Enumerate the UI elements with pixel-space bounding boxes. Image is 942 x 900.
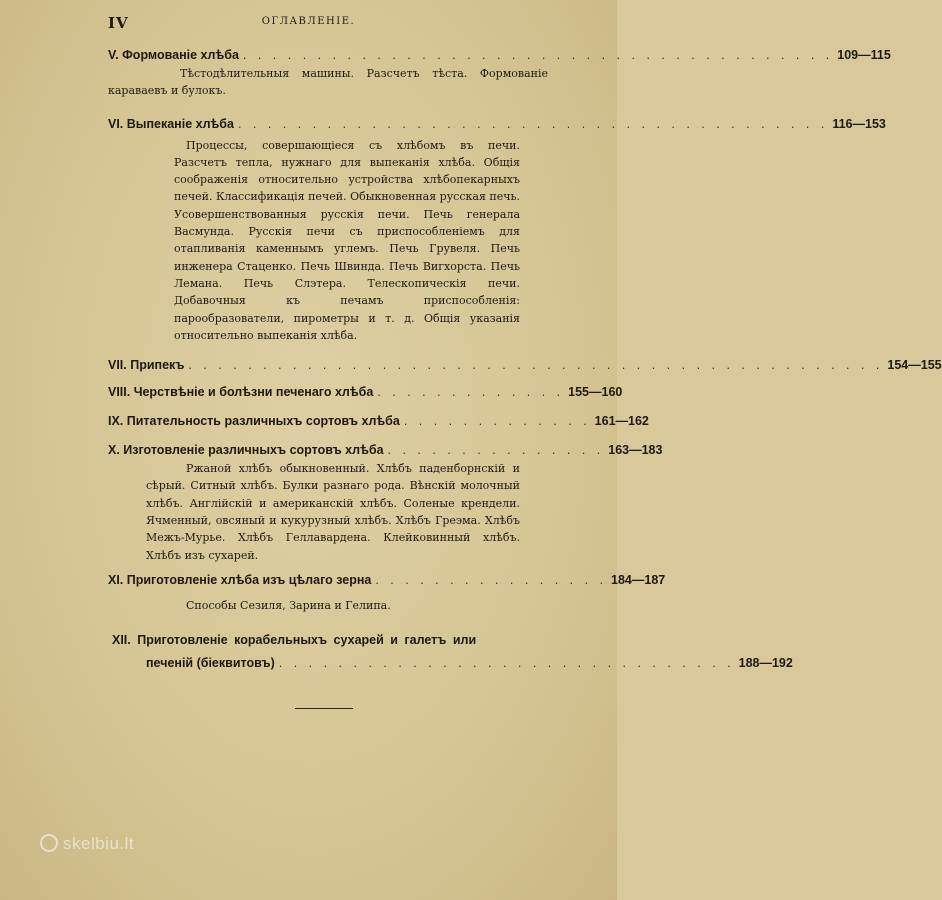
leader-dots: . . . . . . . . . . . . . . . . (375, 572, 608, 587)
toc-entry-5 (108, 48, 891, 100)
leader-dots: . . . . . . . . . . . . . . . . . . . . . . . . . . . . . . . . . . . . . . . . (237, 116, 829, 131)
entry-title: IX. Питательность различныхъ сортовъ хлѣба (108, 414, 400, 429)
leader-dots: . . . . . . . . . . . . . (403, 414, 591, 429)
leader-dots: . . . . . . . . . . . . . . . . . . . . . . . . . . . . . . . . . . . . . . . . . . . . . . . (188, 358, 884, 373)
skelbiu-logo-icon (40, 834, 58, 852)
entry-title: XI. Приготовленіе хлѣба изъ цѣлаго зерна (108, 572, 372, 587)
entry-title: VII. Припекъ (108, 358, 185, 373)
toc-entry-8 (108, 385, 623, 400)
entry-title-line-2: печеній (біеквитовъ) (146, 656, 275, 671)
end-rule (295, 708, 353, 709)
entry-pages: 116—153 (832, 116, 886, 131)
entry-description: Процессы, совершающіеся съ хлѣбомъ въ печи. Разсчетъ тепла, нужнаго для выпеканія хлѣба. Общія соображенія относительно устройства хлѣбопекарныхъ печей. Классификація печей. Обыкновенная русская печь. Усовершенствованныя русскія печи. Печь генерала Васмунда. Русскія печи съ приспособленіемъ для отапливанія каменнымъ углемъ. Печь Грувеля. Печь инженера Стаценко. Печь Швинда. Печь Вигхорста. Печь Лемана. Печь Слэтера. Телескопическія печи. Добавочныя къ печамъ приспособленія: парообразователи, пирометры и т. д. Общія указанія относительно выпеканія хлѣба. (174, 138, 520, 342)
toc-entry-11 (108, 572, 666, 614)
entry-title-line-1: XII. Приготовленіе корабельныхъ сухарей и галетъ или (112, 633, 477, 648)
toc-entry-12 (108, 633, 793, 671)
entry-pages: 163—183 (608, 443, 663, 458)
page-number: IV (108, 14, 129, 32)
leader-dots: . . . . . . . . . . . . . (377, 385, 565, 400)
entry-pages: 161—162 (594, 414, 649, 429)
leader-dots: . . . . . . . . . . . . . . . . . . . . . . . . . . . . . . . (278, 656, 735, 671)
entry-title: VIII. Черствѣніе и болѣзни печенаго хлѣба (108, 385, 374, 400)
table-of-contents (108, 48, 942, 671)
entry-pages: 184—187 (611, 572, 666, 587)
watermark-text: skelbiu.lt (63, 834, 135, 853)
entry-title: V. Формованіе хлѣба (108, 48, 239, 62)
toc-entry-6 (108, 116, 886, 345)
leader-dots: . . . . . . . . . . . . . . . . . . . . . . . . . . . . . . . . . . . . . . . . (242, 48, 834, 62)
toc-entry-9 (108, 414, 649, 429)
entry-pages: 188—192 (738, 656, 793, 671)
leader-dots: . . . . . . . . . . . . . . . (387, 443, 605, 458)
entry-description: Ржаной хлѣбъ обыкновенный. Хлѣбъ паденборнскій и сѣрый. Ситный хлѣбъ. Булки разнаго рода. Вѣнскій молочный хлѣбъ. Англійскій и американскій хлѣбъ. Соленые крендели. Ячменный, овсяный и кукурузный хлѣбъ. Хлѣбъ Греэма. Хлѣбъ Межъ-Мурье. Хлѣбъ Геллавардена. Клейковинный хлѣбъ. Хлѣбъ изъ сухарей. (146, 462, 520, 562)
watermark (40, 834, 134, 854)
running-title: ОГЛАВЛЕНІЕ. (261, 16, 356, 27)
entry-pages: 154—155 (887, 358, 942, 373)
entry-description: Способы Сезиля, Зарина и Гелипа. (186, 598, 391, 612)
entry-pages: 109—115 (837, 48, 891, 62)
entry-description: Тѣстодѣлительныя машины. Разсчетъ тѣста. Формованіе караваевъ и булокъ. (108, 67, 548, 98)
toc-entry-10 (108, 443, 663, 564)
toc-entry-7 (108, 358, 942, 373)
entry-title: VI. Выпеканіе хлѣба (108, 116, 234, 131)
entry-pages: 155—160 (568, 385, 623, 400)
entry-title: X. Изготовленіе различныхъ сортовъ хлѣба (108, 443, 384, 458)
